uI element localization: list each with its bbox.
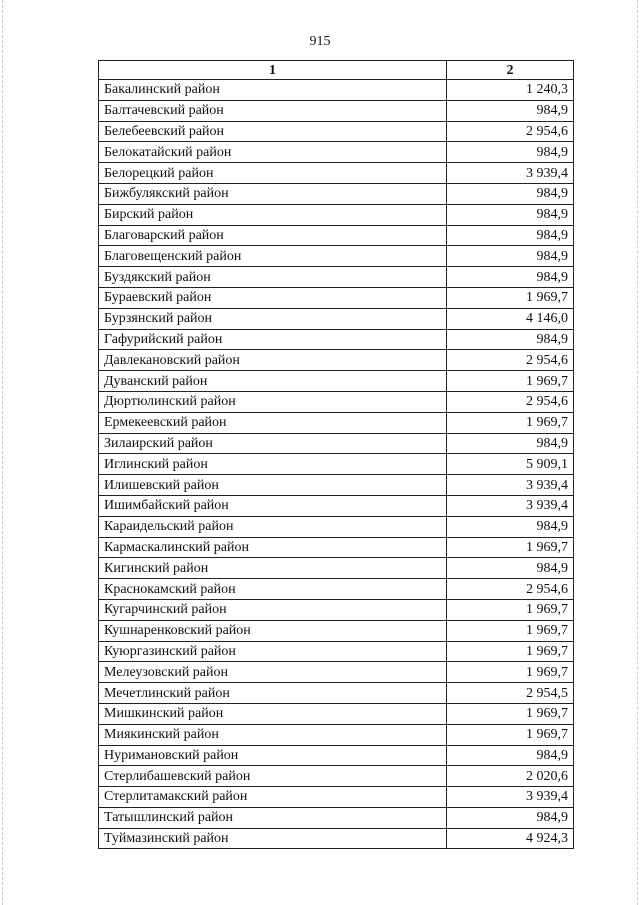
amount-cell: 4 924,3 <box>447 828 574 849</box>
table-row <box>99 599 574 620</box>
table-row <box>99 433 574 454</box>
amount-cell: 2 020,6 <box>447 766 574 787</box>
district-name-cell: Ермекеевский район <box>99 412 447 433</box>
table-row <box>99 828 574 849</box>
district-table <box>98 60 574 849</box>
amount-cell: 984,9 <box>447 225 574 246</box>
table-body <box>99 80 574 849</box>
district-name-cell: Краснокамский район <box>99 579 447 600</box>
amount-cell: 984,9 <box>447 246 574 267</box>
table-row <box>99 516 574 537</box>
table-row <box>99 662 574 683</box>
district-name-cell: Нуримановский район <box>99 745 447 766</box>
amount-cell: 1 969,7 <box>447 620 574 641</box>
amount-cell: 984,9 <box>447 745 574 766</box>
table-row <box>99 100 574 121</box>
district-name-cell: Иглинский район <box>99 454 447 475</box>
table-row <box>99 308 574 329</box>
amount-cell: 984,9 <box>447 807 574 828</box>
district-name-cell: Белорецкий район <box>99 163 447 184</box>
amount-cell: 1 969,7 <box>447 371 574 392</box>
table-row <box>99 766 574 787</box>
district-name-cell: Бижбулякский район <box>99 183 447 204</box>
table-row <box>99 787 574 808</box>
table-row <box>99 683 574 704</box>
amount-cell: 984,9 <box>447 142 574 163</box>
district-name-cell: Дюртюлинский район <box>99 391 447 412</box>
district-name-cell: Бирский район <box>99 204 447 225</box>
table-row <box>99 329 574 350</box>
district-name-cell: Мишкинский район <box>99 703 447 724</box>
table-row <box>99 475 574 496</box>
table-row <box>99 579 574 600</box>
amount-cell: 1 969,7 <box>447 662 574 683</box>
district-name-cell: Белебеевский район <box>99 121 447 142</box>
column-header-1: 1 <box>99 61 447 80</box>
table-row <box>99 204 574 225</box>
amount-cell: 3 939,4 <box>447 495 574 516</box>
district-name-cell: Благовещенский район <box>99 246 447 267</box>
table-row <box>99 412 574 433</box>
amount-cell: 4 146,0 <box>447 308 574 329</box>
district-name-cell: Туймазинский район <box>99 828 447 849</box>
district-name-cell: Ишимбайский район <box>99 495 447 516</box>
scan-edge-right <box>637 0 638 905</box>
district-name-cell: Белокатайский район <box>99 142 447 163</box>
district-name-cell: Илишевский район <box>99 475 447 496</box>
amount-cell: 2 954,5 <box>447 683 574 704</box>
table-row <box>99 745 574 766</box>
amount-cell: 2 954,6 <box>447 391 574 412</box>
amount-cell: 1 969,7 <box>447 412 574 433</box>
amount-cell: 984,9 <box>447 204 574 225</box>
table-row <box>99 537 574 558</box>
table-row <box>99 350 574 371</box>
amount-cell: 984,9 <box>447 183 574 204</box>
scan-edge-left <box>2 0 3 905</box>
district-name-cell: Бураевский район <box>99 287 447 308</box>
district-name-cell: Татышлинский район <box>99 807 447 828</box>
district-name-cell: Куюргазинский район <box>99 641 447 662</box>
district-name-cell: Стерлибашевский район <box>99 766 447 787</box>
table-header-row <box>99 61 574 80</box>
district-name-cell: Стерлитамакский район <box>99 787 447 808</box>
amount-cell: 984,9 <box>447 100 574 121</box>
table-row <box>99 121 574 142</box>
table-row <box>99 371 574 392</box>
district-name-cell: Кушнаренковский район <box>99 620 447 641</box>
table-row <box>99 558 574 579</box>
table-row <box>99 80 574 101</box>
table-row <box>99 142 574 163</box>
table-row <box>99 620 574 641</box>
amount-cell: 2 954,6 <box>447 350 574 371</box>
district-name-cell: Дуванский район <box>99 371 447 392</box>
district-name-cell: Кугарчинский район <box>99 599 447 620</box>
table-row <box>99 225 574 246</box>
district-name-cell: Кармаскалинский район <box>99 537 447 558</box>
table-row <box>99 287 574 308</box>
amount-cell: 1 969,7 <box>447 703 574 724</box>
district-name-cell: Кигинский район <box>99 558 447 579</box>
district-name-cell: Буздякский район <box>99 267 447 288</box>
district-name-cell: Мелеузовский район <box>99 662 447 683</box>
amount-cell: 1 240,3 <box>447 80 574 101</box>
table-row <box>99 807 574 828</box>
district-name-cell: Зилаирский район <box>99 433 447 454</box>
district-name-cell: Давлекановский район <box>99 350 447 371</box>
amount-cell: 984,9 <box>447 329 574 350</box>
table-row <box>99 246 574 267</box>
amount-cell: 3 939,4 <box>447 163 574 184</box>
district-name-cell: Благоварский район <box>99 225 447 246</box>
amount-cell: 984,9 <box>447 267 574 288</box>
column-header-2: 2 <box>447 61 574 80</box>
amount-cell: 2 954,6 <box>447 121 574 142</box>
table-row <box>99 495 574 516</box>
district-name-cell: Бурзянский район <box>99 308 447 329</box>
table-row <box>99 703 574 724</box>
amount-cell: 3 939,4 <box>447 475 574 496</box>
amount-cell: 3 939,4 <box>447 787 574 808</box>
amount-cell: 984,9 <box>447 433 574 454</box>
table-row <box>99 454 574 475</box>
table-row <box>99 267 574 288</box>
amount-cell: 1 969,7 <box>447 537 574 558</box>
district-name-cell: Караидельский район <box>99 516 447 537</box>
page-number: 915 <box>309 34 331 49</box>
district-name-cell: Бакалинский район <box>99 80 447 101</box>
table-row <box>99 724 574 745</box>
amount-cell: 984,9 <box>447 558 574 579</box>
district-name-cell: Гафурийский район <box>99 329 447 350</box>
amount-cell: 1 969,7 <box>447 287 574 308</box>
table-row <box>99 641 574 662</box>
district-name-cell: Миякинский район <box>99 724 447 745</box>
amount-cell: 1 969,7 <box>447 599 574 620</box>
amount-cell: 1 969,7 <box>447 641 574 662</box>
table-row <box>99 183 574 204</box>
district-name-cell: Балтачевский район <box>99 100 447 121</box>
district-name-cell: Мечетлинский район <box>99 683 447 704</box>
amount-cell: 984,9 <box>447 516 574 537</box>
table-row <box>99 391 574 412</box>
amount-cell: 2 954,6 <box>447 579 574 600</box>
amount-cell: 5 909,1 <box>447 454 574 475</box>
table-row <box>99 163 574 184</box>
amount-cell: 1 969,7 <box>447 724 574 745</box>
